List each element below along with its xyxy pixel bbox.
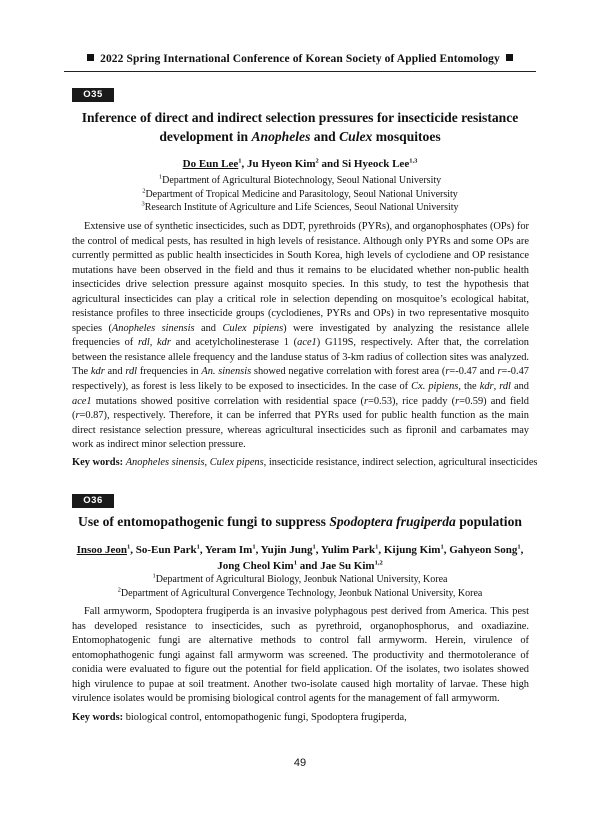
affiliation: $^2$Department of Agricultural Convergence Technology, Jeonbuk National University, Korea <box>117 586 483 599</box>
genus-name: Culex <box>339 129 373 144</box>
abstract-body: Extensive use of synthetic insecticides, such as DDT, pyrethroids (PYRs), and organophosphates (OPs) for the control of medical pests, has resulted in high levels of resistance. Although only PYRs and some OPs are currently permitted as public health insecticides in South Korea, high levels of cyclodiene and OP resistance mutations have been observed in the field and thus it remains to be elucidated whether non-public health insecticides drive selection pressure against mosquito species. In this study, to test the hypothesis that agricultural insecticides can play a critical role in selection depending on mosquitoe’s ecological habitat, resistance profiles to three insecticide groups (cyclodienes, PYRs and OPs) in two representative mosquito species (Anopheles sinensis and Culex pipiens) were investigated by analyzing the resistance allele frequencies of rdl, kdr and acetylcholinesterase 1 (ace1) G119S, respectively. After that, the correlation between the resistance allele frequency and the landuse status of 3-km radius of collection sites was analyzed. The kdr and rdl frequencies in An. sinensis showed negative correlation with forest area (r=-0.47 and r=-0.47 respectively), as forest is less likely to be exposed to insecticides. In the case of Cx. pipiens, the kdr, rdl and ace1 mutations showed positive correlation with residential space (r=0.53), rice paddy (r=0.59) and field (r=0.87), respectively. Therefore, it can be inferred that PYRs used for public health function as the main direct resistance selection pressure, whereas agricultural insecticides such as fipronil and carbamates may work as indirect minor selection pressure. <box>72 221 530 451</box>
affiliation: $^2$Department of Tropical Medicine and Parasitology, Seoul National University <box>142 187 458 200</box>
abstract-title: Inference of direct and indirect selection pressures for insecticide resistance development in Anopheles and Culex mosquitoes <box>81 110 519 144</box>
affiliation: $^1$Department of Agricultural Biology, Jeonbuk National University, Korea <box>152 572 448 585</box>
running-header <box>64 53 536 65</box>
presenting-author: Do Eun Lee <box>182 158 239 170</box>
author: Si Hyeock Lee <box>341 158 410 170</box>
keywords: Key words: biological control, entomopathogenic fungi, Spodoptera frugiperda, <box>72 712 407 723</box>
affiliation: $^1$Department of Agricultural Biotechnology, Seoul National University <box>158 173 442 186</box>
page-number: 49 <box>293 757 307 769</box>
abstract-title: Use of entomopathogenic fungi to suppress Spodoptera frugiperda population <box>78 514 522 529</box>
species-name: Spodoptera frugiperda <box>329 514 456 529</box>
header-rule <box>64 71 536 72</box>
abstract-code-badge: O36 <box>72 494 114 508</box>
affiliation-list <box>64 573 536 600</box>
author-list: Insoo Jeon$^1$, So-Eun Park$^1$, Yeram Im$^1$, Yujin Jung$^1$, Yulim Park$^1$, Kijung Kim$^1$, Gahyeon Song$^1$, Jong Cheol Kim$^1$ and Jae Su Kim$^{1,2}$ <box>76 543 524 572</box>
genus-name: Anopheles <box>251 129 311 144</box>
abstract-body: Fall armyworm, Spodoptera frugiperda is an invasive polyphagous pest derived from America. This pest has developed resistance to insecticides, such as pyrethroid, organophosphorus, and oxadiazine. Entomophatogenic fungi are alternative methods to control fall armyworm. Herein, virulence of entomophathogenic fungi against fall armyworm was screened. The productivity and thermotolerance of conidia were evaluated to figure out the potential for field application. Of the isolates, two isolates showed high virulence to pupae at soil treatment. Another two-isolate caused high mortality of larvae. These high virulence isolates would be promising biological control agents for the management of fall armyworm. <box>72 606 529 705</box>
conference-name: 2022 Spring International Conference of Korean Society of Applied Entomology <box>100 53 500 65</box>
author-list: Do Eun Lee$^1$, Ju Hyeon Kim$^2$ and Si Hyeock Lee$^{1,3}$ <box>182 157 418 170</box>
presenting-author: Insoo Jeon <box>76 544 128 556</box>
square-bullet-icon <box>506 54 513 61</box>
keywords: Key words: Anopheles sinensis, Culex pipens, insecticide resistance, indirect selection, agricultural insecticides <box>72 457 538 468</box>
affiliation: $^3$Research Institute of Agriculture and Life Sciences, Seoul National University <box>141 200 459 213</box>
keywords-label: Key words: <box>72 712 124 723</box>
author: Ju Hyeon Kim <box>247 158 316 170</box>
title-line: Inference of direct and indirect selection pressures for insecticide resistance <box>81 110 519 125</box>
abstract-code-badge: O35 <box>72 88 114 102</box>
affiliation-list <box>64 174 536 215</box>
keywords-label: Key words: <box>72 457 124 468</box>
square-bullet-icon <box>87 54 94 61</box>
